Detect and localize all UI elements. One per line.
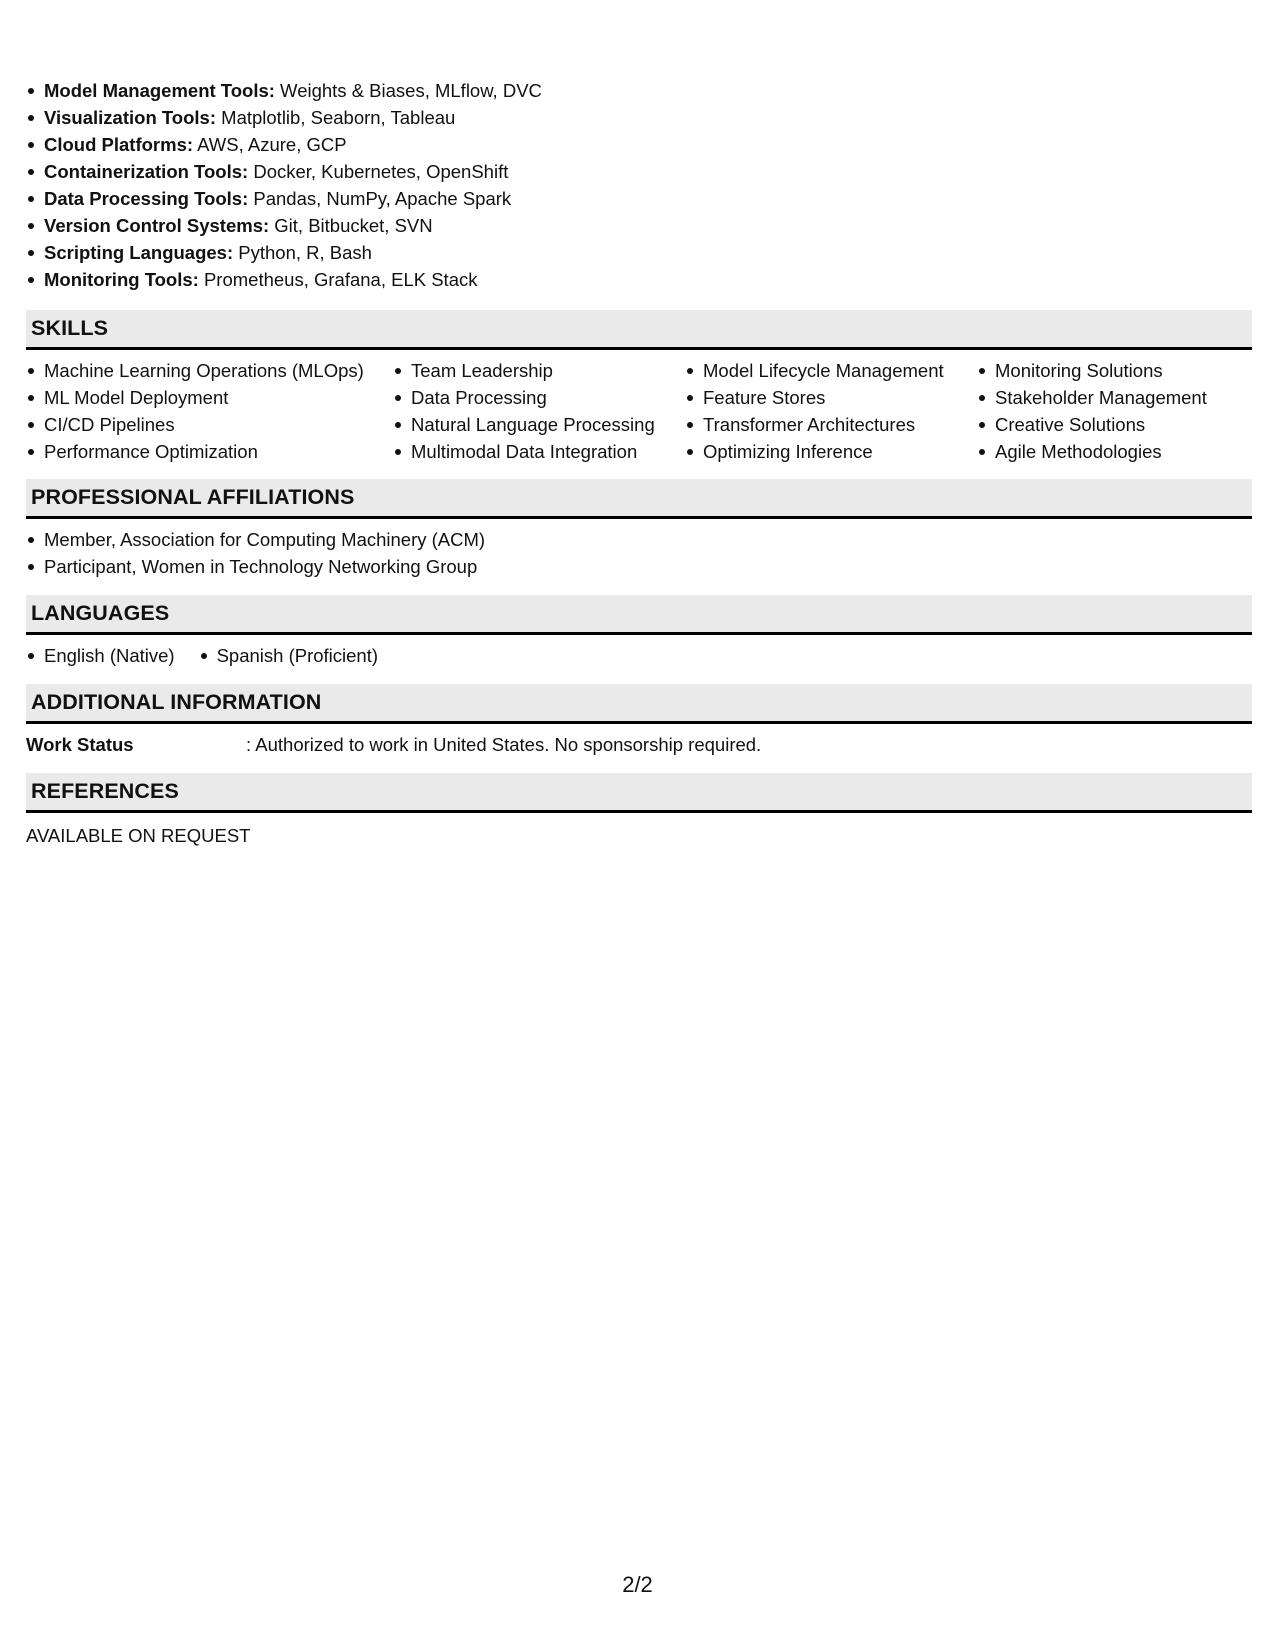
list-item: Spanish (Proficient) [199, 642, 378, 669]
tools-list [26, 77, 1252, 293]
tool-label: Model Management Tools: [44, 80, 275, 101]
list-item: Agile Methodologies [977, 438, 1247, 465]
list-item [26, 77, 1252, 104]
languages-heading: LANGUAGES [26, 595, 1252, 635]
list-item: Natural Language Processing [393, 411, 685, 438]
affiliations-heading: PROFESSIONAL AFFILIATIONS [26, 479, 1252, 519]
list-item: English (Native) [26, 642, 175, 669]
tool-value: Pandas, NumPy, Apache Spark [248, 188, 512, 209]
list-item: Participant, Women in Technology Networking Group [26, 553, 1252, 580]
tool-label: Scripting Languages: [44, 242, 234, 263]
list-item: Multimodal Data Integration [393, 438, 685, 465]
work-status-value: : Authorized to work in United States. No sponsorship required. [246, 734, 762, 755]
list-item: ML Model Deployment [26, 384, 393, 411]
tool-label: Containerization Tools: [44, 161, 249, 182]
list-item: Optimizing Inference [685, 438, 977, 465]
list-item [26, 212, 1252, 239]
tool-label: Data Processing Tools: [44, 188, 249, 209]
skills-column [26, 357, 393, 465]
list-item [26, 131, 1252, 158]
list-item [26, 185, 1252, 212]
list-item: Member, Association for Computing Machinery (ACM) [26, 526, 1252, 553]
tool-value: Python, R, Bash [233, 242, 372, 263]
list-item: Feature Stores [685, 384, 977, 411]
skills-grid [26, 357, 1252, 465]
list-item: Stakeholder Management [977, 384, 1247, 411]
list-item: Transformer Architectures [685, 411, 977, 438]
list-item: CI/CD Pipelines [26, 411, 393, 438]
tool-value: AWS, Azure, GCP [193, 134, 347, 155]
list-item [26, 104, 1252, 131]
list-item: Machine Learning Operations (MLOps) [26, 357, 393, 384]
page-number: 2/2 [622, 1572, 653, 1597]
list-item [26, 158, 1252, 185]
resume-page [26, 77, 1252, 849]
list-item: Monitoring Solutions [977, 357, 1247, 384]
list-item [26, 239, 1252, 266]
list-item: Data Processing [393, 384, 685, 411]
tool-value: Docker, Kubernetes, OpenShift [248, 161, 509, 182]
work-status-label: Work Status [26, 734, 134, 755]
list-item: Model Lifecycle Management [685, 357, 977, 384]
tool-value: Matplotlib, Seaborn, Tableau [216, 107, 456, 128]
skills-column [977, 357, 1247, 465]
additional-info-heading: ADDITIONAL INFORMATION [26, 684, 1252, 724]
list-item: Performance Optimization [26, 438, 393, 465]
references-text: AVAILABLE ON REQUEST [26, 825, 251, 846]
references-heading: REFERENCES [26, 773, 1252, 813]
work-status-row [26, 731, 1252, 758]
affiliations-list [26, 526, 1252, 580]
list-item: Team Leadership [393, 357, 685, 384]
tool-label: Version Control Systems: [44, 215, 270, 236]
tool-value: Git, Bitbucket, SVN [269, 215, 433, 236]
tool-value: Prometheus, Grafana, ELK Stack [198, 269, 478, 290]
list-item: Creative Solutions [977, 411, 1247, 438]
skills-column [393, 357, 685, 465]
tool-label: Monitoring Tools: [44, 269, 199, 290]
tool-label: Visualization Tools: [44, 107, 217, 128]
tool-label: Cloud Platforms: [44, 134, 194, 155]
tool-value: Weights & Biases, MLflow, DVC [274, 80, 542, 101]
skills-heading: SKILLS [26, 310, 1252, 350]
skills-column [685, 357, 977, 465]
languages-list [26, 642, 1252, 669]
list-item [26, 266, 1252, 293]
